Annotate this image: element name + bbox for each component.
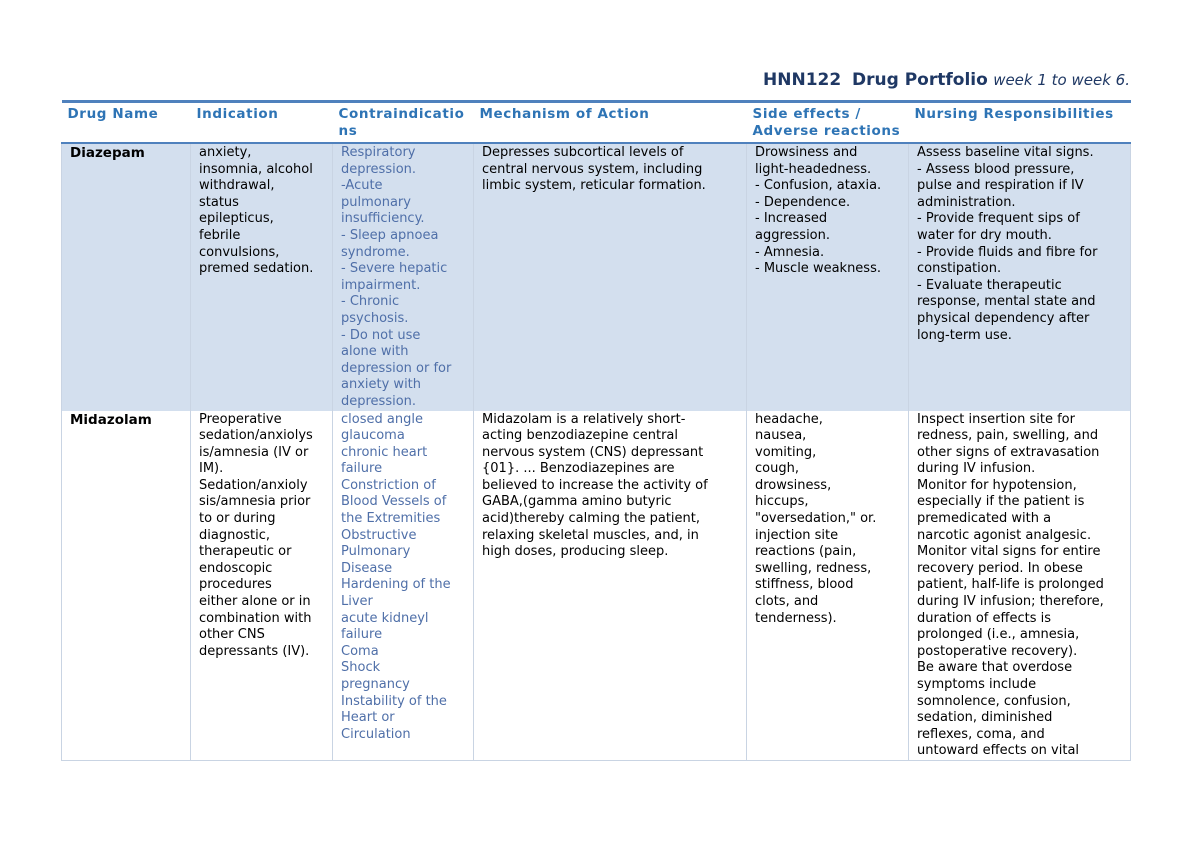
column-header-mechanism: Mechanism of Action bbox=[474, 102, 747, 144]
table-row bbox=[62, 143, 1131, 411]
mechanism-cell: Depresses subcortical levels of central nervous system, including limbic system, reticular formation. bbox=[474, 143, 747, 411]
nursing-cell: Assess baseline vital signs. - Assess blood pressure, pulse and respiration if IV administration. - Provide frequent sips of water for dry mouth. - Provide fluids and fibre for constipation. - Evaluate therapeutic response, mental state and physical dependency after long-term use. bbox=[909, 143, 1131, 411]
side-effects-cell: Drowsiness and light-headedness. - Confusion, ataxia. - Dependence. - Increased aggression. - Amnesia. - Muscle weakness. bbox=[747, 143, 909, 411]
portfolio-title: Drug Portfolio bbox=[852, 70, 988, 90]
table-header-row bbox=[62, 102, 1131, 144]
nursing-cell: Inspect insertion site for redness, pain, swelling, and other signs of extravasation during IV infusion. Monitor for hypotension, especially if the patient is premedicated with a narcotic agonist analgesic. Monitor vital signs for entire recovery period. In obese patient, half-life is prolonged during IV infusion; therefore, duration of effects is prolonged (i.e., amnesia, postoperative recovery). Be aware that overdose symptoms include somnolence, confusion, sedation, diminished reflexes, coma, and untoward effects on vital bbox=[909, 411, 1131, 761]
column-header-contraindications: Contraindicatio ns bbox=[333, 102, 474, 144]
column-header-side-effects: Side effects / Adverse reactions bbox=[747, 102, 909, 144]
page-title bbox=[763, 70, 1130, 90]
column-header-drug-name: Drug Name bbox=[62, 102, 191, 144]
table-row bbox=[62, 411, 1131, 761]
drug-name-cell: Diazepam bbox=[62, 143, 191, 411]
column-header-nursing: Nursing Responsibilities bbox=[909, 102, 1131, 144]
course-code: HNN122 bbox=[763, 70, 842, 90]
contraindications-cell: Respiratory depression. -Acute pulmonary insufficiency. - Sleep apnoea syndrome. - Severe hepatic impairment. - Chronic psychosis. - Do not use alone with depression or for anxiety with depression. bbox=[333, 143, 474, 411]
column-header-indication: Indication bbox=[191, 102, 333, 144]
mechanism-cell: Midazolam is a relatively short- acting benzodiazepine central nervous system (CNS) depressant {01}. ... Benzodiazepines are believed to increase the activity of GABA,(gamma amino butyric acid)thereby calming the patient, relaxing skeletal muscles, and, in high doses, producing sleep. bbox=[474, 411, 747, 761]
contraindications-cell: closed angle glaucoma chronic heart failure Constriction of Blood Vessels of the Extremities Obstructive Pulmonary Disease Hardening of the Liver acute kidneyl failure Coma Shock pregnancy Instability of the Heart or Circulation bbox=[333, 411, 474, 761]
indication-cell: Preoperative sedation/anxiolys is/amnesia (IV or IM). Sedation/anxioly sis/amnesia prior to or during diagnostic, therapeutic or endoscopic procedures either alone or in combination with other CNS depressants (IV). bbox=[191, 411, 333, 761]
drug-table bbox=[61, 100, 1131, 761]
indication-cell: anxiety, insomnia, alcohol withdrawal, status epilepticus, febrile convulsions, premed sedation. bbox=[191, 143, 333, 411]
drug-name-cell: Midazolam bbox=[62, 411, 191, 761]
side-effects-cell: headache, nausea, vomiting, cough, drowsiness, hiccups, "oversedation," or. injection site reactions (pain, swelling, redness, stiffness, blood clots, and tenderness). bbox=[747, 411, 909, 761]
portfolio-subtitle: week 1 to week 6. bbox=[993, 71, 1130, 89]
